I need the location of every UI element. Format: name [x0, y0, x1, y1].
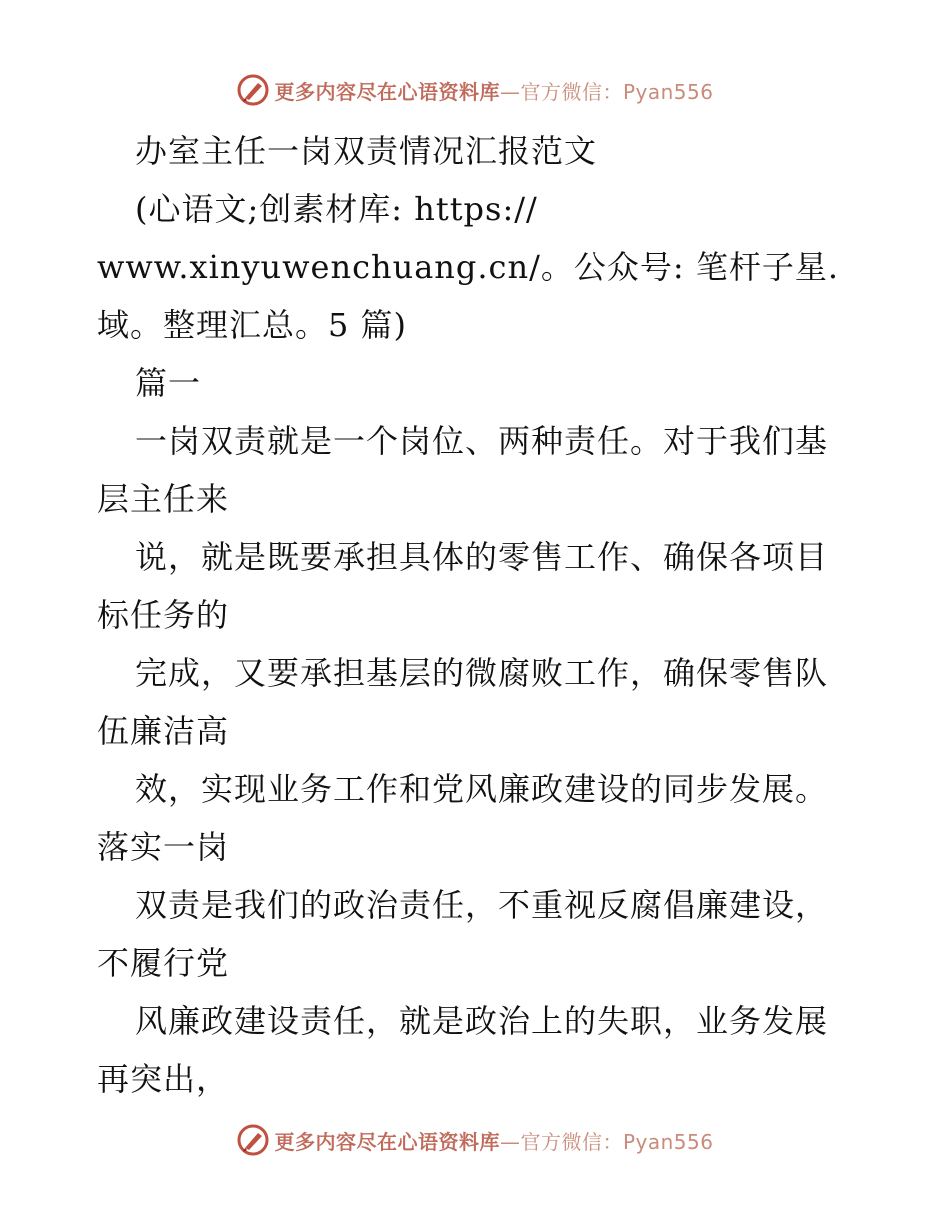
pen-logo-icon	[236, 73, 270, 107]
header-watermark	[0, 70, 950, 110]
footer-watermark	[0, 1120, 950, 1160]
document-title: 办室主任一岗双责情况汇报范文	[135, 132, 598, 170]
watermark-text: 更多内容尽在心语资料库—官方微信：Pyan556	[274, 1129, 714, 1154]
paragraph-line: 落实一岗	[97, 828, 230, 866]
paragraph-line: 一岗双责就是一个岗位、两种责任。对于我们基	[135, 422, 829, 460]
source-line: (心语文;创素材库: https://	[135, 190, 538, 228]
source-line: 域。整理汇总。5 篇)	[97, 306, 408, 344]
paragraph-line: 不履行党	[97, 944, 230, 982]
source-line: www.xinyuwenchuang.cn/。公众号: 笔杆子星.	[97, 248, 839, 286]
paragraph-line: 效，实现业务工作和党风廉政建设的同步发展。	[135, 770, 829, 808]
paragraph-line: 标任务的	[97, 596, 230, 634]
paragraph-line: 再突出，	[97, 1060, 230, 1098]
document-body	[97, 122, 857, 1108]
pen-logo-icon	[236, 1123, 270, 1157]
paragraph-line: 双责是我们的政治责任，不重视反腐倡廉建设，	[135, 886, 829, 924]
paragraph-line: 伍廉洁高	[97, 712, 230, 750]
section-heading: 篇一	[135, 364, 202, 402]
paragraph-line: 说，就是既要承担具体的零售工作、确保各项目	[135, 538, 829, 576]
watermark-text: 更多内容尽在心语资料库—官方微信：Pyan556	[274, 79, 714, 104]
paragraph-line: 风廉政建设责任，就是政治上的失职，业务发展	[135, 1002, 829, 1040]
paragraph-line: 层主任来	[97, 480, 230, 518]
paragraph-line: 完成，又要承担基层的微腐败工作，确保零售队	[135, 654, 829, 692]
